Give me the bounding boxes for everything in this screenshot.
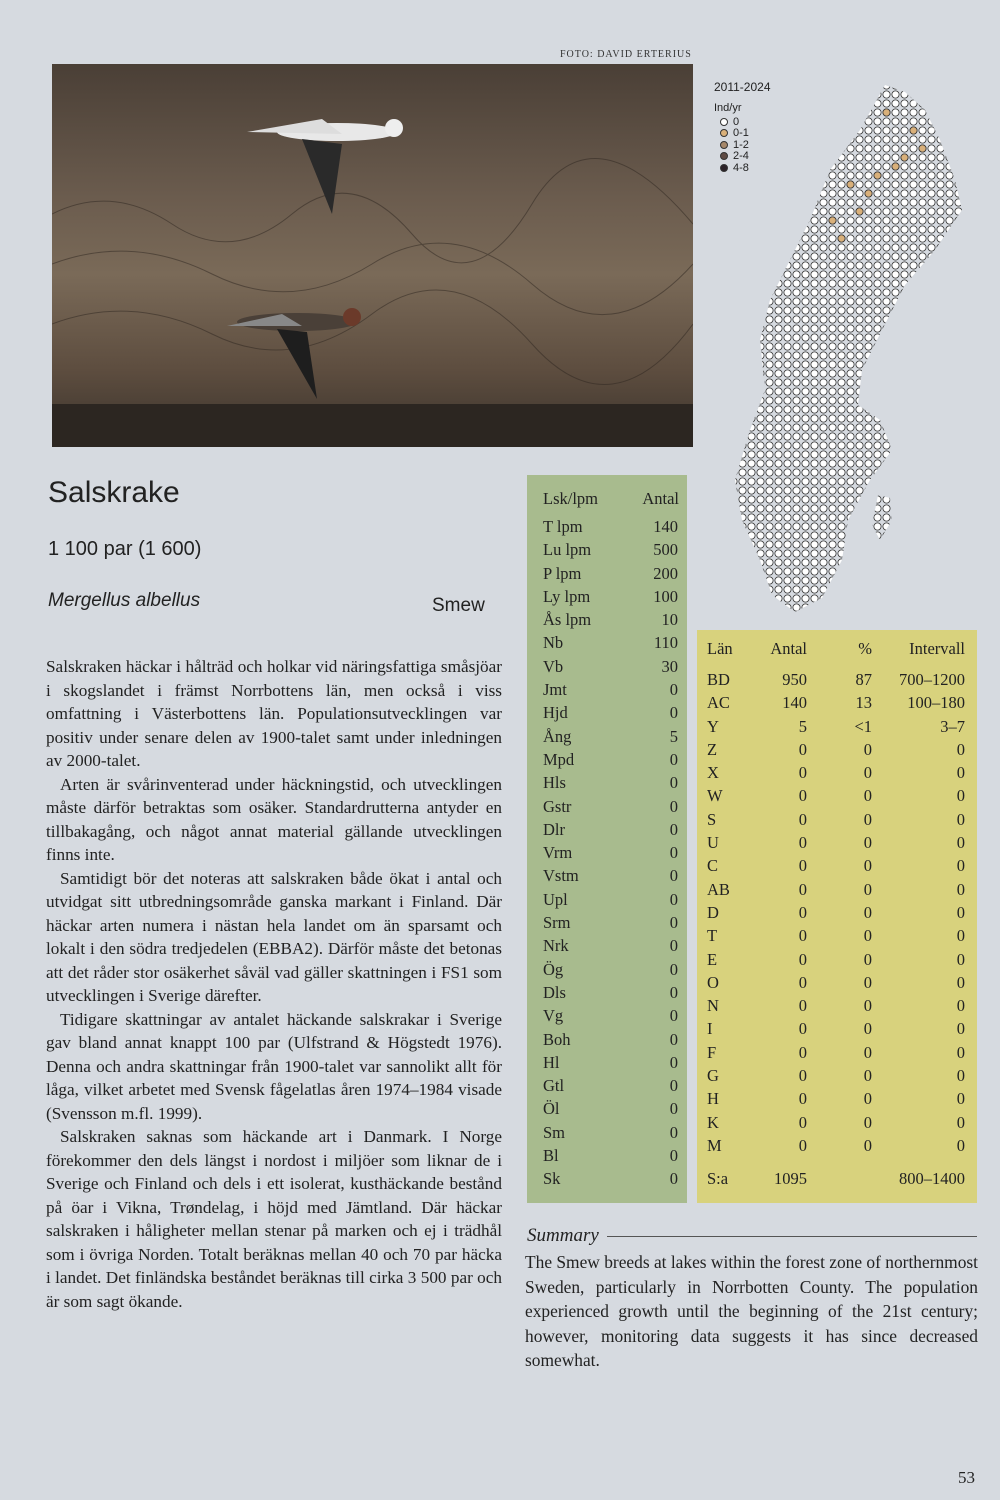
table-row: U 0 0 0 bbox=[707, 833, 965, 853]
table-row: Vg 0 bbox=[543, 1006, 678, 1026]
population-estimate: 1 100 par (1 600) bbox=[48, 538, 202, 560]
table-row: P lpm 200 bbox=[543, 563, 678, 583]
table-row: X 0 0 0 bbox=[707, 763, 965, 783]
paragraph: Samtidigt bör det noteras att salskraken både ökat i antal och utvidgat sitt utbredningsområde ganska markant i Finland. Där häckar arten numera i nästan hela landet om än sparsamt och lokalt i den södra tredjedelen (EBBA2). Därför måste det betonas att det råder stor osäkerhet såväl vad gäller skattningen i FS1 som utvecklingen i Sverige därefter. bbox=[46, 868, 502, 1005]
lsk-table bbox=[527, 475, 687, 1203]
table-header: Lsk/lpm Antal bbox=[543, 489, 679, 508]
table-row: T 0 0 0 bbox=[707, 926, 965, 946]
summary-text: The Smew breeds at lakes within the forest zone of northernmost Sweden, particularly in Norrbotten County. The population experienced growth until the beginning of the 21st century; however, monitoring data suggests it has since decreased somewhat. bbox=[525, 1252, 978, 1370]
table-row: G 0 0 0 bbox=[707, 1066, 965, 1086]
legend-item: 0-1 bbox=[714, 128, 771, 140]
table-row: D 0 0 0 bbox=[707, 902, 965, 922]
table-row: Dls 0 bbox=[543, 982, 678, 1002]
species-name: Salskrake bbox=[48, 476, 180, 509]
table-row: Gstr 0 bbox=[543, 796, 678, 816]
lan-table bbox=[697, 630, 977, 1203]
table-row: O 0 0 0 bbox=[707, 972, 965, 992]
table-row: Boh 0 bbox=[543, 1029, 678, 1049]
table-row: Bl 0 bbox=[543, 1146, 678, 1166]
table-row: I 0 0 0 bbox=[707, 1019, 965, 1039]
table-row: N 0 0 0 bbox=[707, 996, 965, 1016]
legend-title: Ind/yr bbox=[714, 102, 742, 114]
flying-smew-female bbox=[227, 308, 361, 399]
table-row: Nrk 0 bbox=[543, 936, 678, 956]
table-row: Öl 0 bbox=[543, 1099, 678, 1119]
table-row: H 0 0 0 bbox=[707, 1089, 965, 1109]
paragraph: Arten är svårinventerad under häckningstid, och utvecklingen måste därför betraktas som osäker. Standardrutterna antyder en tillbakagång, och något annat material gällande utvecklingen finns inte. bbox=[46, 774, 502, 864]
table-row: K 0 0 0 bbox=[707, 1112, 965, 1132]
table-row: Y 5 <1 3–7 bbox=[707, 716, 965, 736]
table-row: Jmt 0 bbox=[543, 680, 678, 700]
summary-heading: Summary bbox=[527, 1225, 977, 1247]
table-row: Z 0 0 0 bbox=[707, 739, 965, 759]
table-row: Lu lpm 500 bbox=[543, 540, 678, 560]
english-name: Smew bbox=[432, 595, 485, 616]
flying-smew-male bbox=[247, 119, 403, 214]
photo-credit: FOTO: DAVID ERTERIUS bbox=[560, 49, 692, 60]
table-row: Ång 5 bbox=[543, 726, 678, 746]
paragraph: Salskraken häckar i hålträd och holkar vid näringsfattiga småsjöar i skogslandet i främst Norrbottens län, men också i viss omfattning i Västerbottens län. Populationsutvecklingen var positiv under senare delen av 1900-talet samt under inledningen av 2000-talet. bbox=[46, 657, 502, 770]
legend-item: 2-4 bbox=[714, 151, 771, 163]
table-row: S 0 0 0 bbox=[707, 809, 965, 829]
table-row: Ög 0 bbox=[543, 959, 678, 979]
table-row: Ås lpm 10 bbox=[543, 610, 678, 630]
table-row: C 0 0 0 bbox=[707, 856, 965, 876]
table-row: F 0 0 0 bbox=[707, 1042, 965, 1062]
paragraph: Salskraken saknas som häckande art i Danmark. I Norge förekommer den dels längst i nordost i miljöer som liknar de i Sverige och Finland och dels i ett isolerat, kusthäckande bestånd på öar i Vikna, Trøndelag, i höjd med Jämtland. Där häckar salskraken i håligheter mellan stenar på marken och ej i trädhål som i övriga Norden. Totalt beräknas mellan 40 och 70 par häcka i landet. Det finländska beståndet beräknas till cirka 3 500 par och är som sagt ökande. bbox=[46, 1127, 502, 1311]
latin-name: Mergellus albellus bbox=[48, 590, 201, 611]
table-row: T lpm 140 bbox=[543, 517, 678, 536]
page-number: 53 bbox=[958, 1468, 975, 1487]
table-row: M 0 0 0 bbox=[707, 1135, 965, 1155]
table-row: Vstm 0 bbox=[543, 866, 678, 886]
table-total-row: S:a 1095 800–1400 bbox=[707, 1169, 965, 1189]
table-row: Ly lpm 100 bbox=[543, 586, 678, 606]
map-period: 2011-2024 bbox=[714, 80, 771, 94]
table-header: Län Antal % Intervall bbox=[707, 639, 965, 658]
distribution-map bbox=[700, 75, 990, 620]
legend-item: 1-2 bbox=[714, 139, 771, 151]
table-row: Sk 0 bbox=[543, 1169, 678, 1189]
table-row: Srm 0 bbox=[543, 913, 678, 933]
table-row: Gtl 0 bbox=[543, 1076, 678, 1096]
table-row: Dlr 0 bbox=[543, 819, 678, 839]
divider bbox=[607, 1236, 977, 1237]
table-row: Upl 0 bbox=[543, 889, 678, 909]
table-row: Vrm 0 bbox=[543, 843, 678, 863]
legend-item: 0 bbox=[714, 116, 771, 128]
body-text bbox=[46, 655, 502, 1313]
table-row: Nb 110 bbox=[543, 633, 678, 653]
table-row: Vb 30 bbox=[543, 656, 678, 676]
table-row: Sm 0 bbox=[543, 1122, 678, 1142]
legend-item: 4-8 bbox=[714, 162, 771, 174]
table-row: Hjd 0 bbox=[543, 703, 678, 723]
table-row: Hl 0 bbox=[543, 1052, 678, 1072]
table-row: BD 950 87 700–1200 bbox=[707, 670, 965, 689]
table-row: Hls 0 bbox=[543, 773, 678, 793]
table-row: Mpd 0 bbox=[543, 749, 678, 769]
table-row: AB 0 0 0 bbox=[707, 879, 965, 899]
bird-photo bbox=[52, 64, 693, 447]
table-row: AC 140 13 100–180 bbox=[707, 693, 965, 713]
table-row: E 0 0 0 bbox=[707, 949, 965, 969]
table-row: W 0 0 0 bbox=[707, 786, 965, 806]
paragraph: Tidigare skattningar av antalet häckande salskrakar i Sverige gav bland annat knappt 100 par (Ulfstrand & Högstedt 1976). Denna och andra skattningar från 1900-talet var sannolikt allt för låga, vilket arbetet med Svensk fågelatlas åren 1974–1984 visade (Svensson m.fl. 1999). bbox=[46, 1009, 502, 1123]
